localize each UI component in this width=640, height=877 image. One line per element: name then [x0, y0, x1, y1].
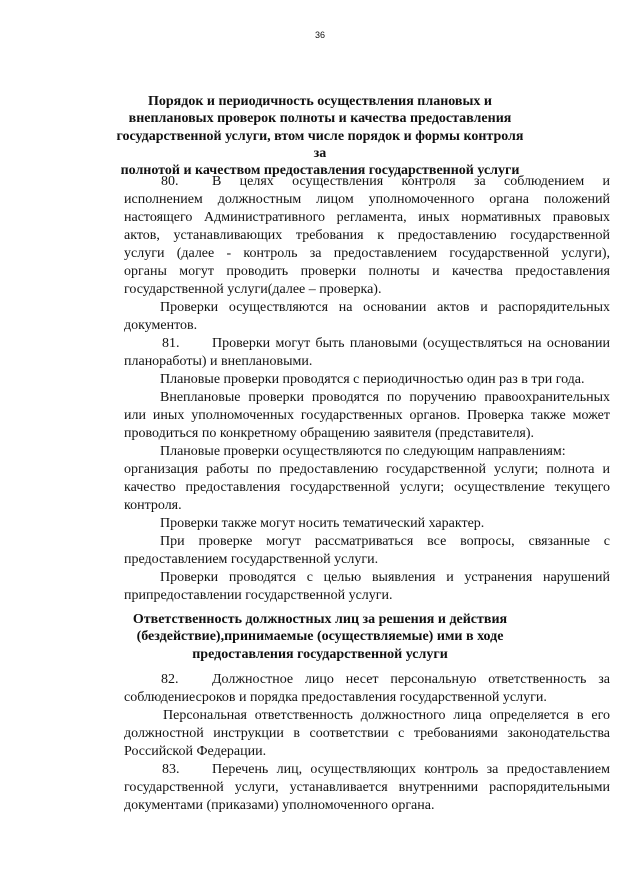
text-line: Внеплановые проверки проводятся по поручению правоохранительных [160, 390, 610, 405]
heading-line: предоставления государственной услуги [192, 646, 448, 662]
text-line: услуги (далее - контроль за предоставлением государственной услуги), [124, 246, 610, 261]
paragraph-82-first-line: Должностное лицо несет персональную ответственность за [212, 672, 610, 687]
section-heading-control-procedure [110, 93, 530, 179]
paragraph-81-number: 81. [162, 336, 180, 351]
heading-line: Ответственность должностных лиц за решения и действия [132, 612, 508, 627]
heading-line: внеплановых проверок полноты и качества предоставления [128, 111, 512, 127]
heading-line: (бездействие),принимаемые (осуществляемые) ими в ходе [136, 629, 504, 645]
text-line: проводиться по конкретному обращению заявителя (представителя). [124, 426, 535, 441]
text-line: Проверки осуществляются на основании актов и распорядительных [160, 300, 610, 315]
paragraph-81-first-line: Проверки могут быть плановыми (осуществляться на основании [212, 336, 610, 351]
text-line: Проверки проводятся с целью выявления и устранения нарушений [160, 570, 610, 585]
text-line: настоящего Административного регламента, иных нормативных правовых [124, 210, 610, 225]
section-heading-responsibility [110, 611, 530, 663]
text-line: органы могут проводить проверки полноты и качества предоставления [124, 264, 610, 279]
text-line: или иных уполномоченных государственных органов. Проверка также может [124, 408, 610, 423]
text-line: Плановые проверки осуществляются по следующим направлениям: [160, 444, 566, 459]
text-line: государственной услуги, устанавливается внутренними распорядительными [124, 780, 610, 795]
text-line: контроля. [124, 498, 182, 513]
text-line: соблюдениесроков и порядка предоставления государственной услуги. [124, 690, 547, 705]
text-line: качество предоставления государственной услуги; осуществление текущего [124, 480, 610, 495]
text-line: Проверки также могут носить тематический характер. [160, 516, 485, 531]
text-line: припредоставлении государственной услуги. [124, 588, 393, 603]
text-line: государственной услуги(далее – проверка). [124, 282, 382, 297]
paragraph-82-number: 82. [161, 672, 179, 687]
text-line: должностной инструкции в соответствии с требованиями законодательства [124, 726, 610, 741]
text-line: Плановые проверки проводятся с периодичностью один раз в три года. [160, 372, 585, 387]
text-line: Персональная ответственность должностного лица определяется в его [163, 708, 610, 723]
text-line: Российской Федерации. [124, 744, 267, 759]
text-line: документов. [124, 318, 198, 333]
text-line: организация работы по предоставлению государственной услуги; полнота и [124, 462, 610, 477]
paragraph-80-number: 80. [161, 174, 179, 189]
text-line: При проверке могут рассматриваться все вопросы, связанные с [160, 534, 610, 549]
text-line: планоработы) и внеплановыми. [124, 354, 313, 369]
paragraph-83-first-line: Перечень лиц, осуществляющих контроль за предоставлением [212, 762, 610, 777]
paragraph-80-first-line: В целях осуществления контроля за соблюдением и [212, 174, 610, 189]
paragraph-83-number: 83. [162, 762, 180, 777]
page-number: 36 [314, 30, 325, 40]
heading-line: Порядок и периодичность осуществления плановых и [148, 94, 492, 109]
heading-line: государственной услуги, втом числе порядок и формы контроля за [116, 128, 524, 161]
text-line: исполнением должностным лицом уполномоченного органа положений [124, 192, 610, 207]
heading-line: полнотой и качеством предоставления государственной услуги [120, 163, 520, 179]
text-line: предоставлением государственной услуги. [124, 552, 379, 567]
text-line: актов, устанавливающих требования к предоставлению государственной [124, 228, 610, 243]
text-line: документами (приказами) уполномоченного органа. [124, 798, 435, 813]
